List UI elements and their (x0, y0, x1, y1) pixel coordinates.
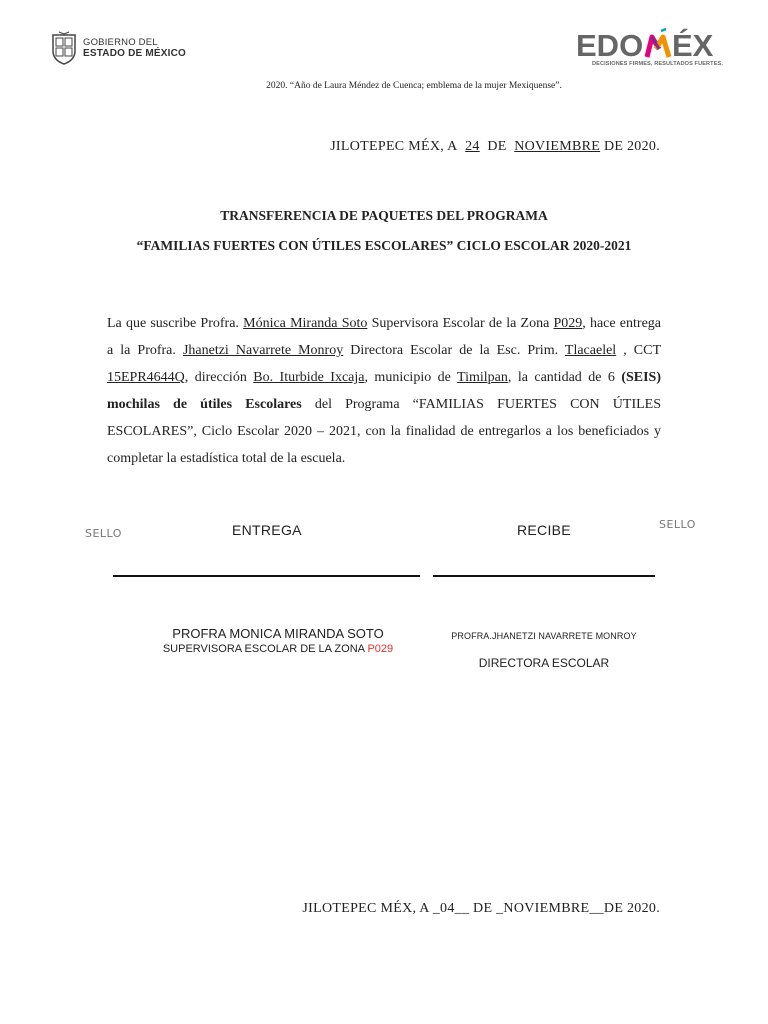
date-top-day: 24 (465, 139, 480, 154)
svg-text:ÉX: ÉX (672, 28, 714, 62)
date-top-prefix: JILOTEPEC MÉX, A (330, 139, 458, 154)
gov-logo-line2: ESTADO DE MÉXICO (83, 48, 187, 59)
document-title-line1: TRANSFERENCIA DE PAQUETES DEL PROGRAMA (220, 208, 548, 223)
body-text-7: , municipio de (364, 370, 458, 385)
entrega-zone: P029 (367, 643, 394, 655)
recibe-role: DIRECTORA ESCOLAR (478, 656, 610, 670)
date-top-suffix: DE 2020. (603, 139, 660, 154)
supervisor-name: Mónica Miranda Soto (243, 316, 368, 331)
municipality: Timilpan (457, 370, 508, 385)
year-legend: 2020. “Año de Laura Méndez de Cuenca; emblema de la mujer Mexiquense”. (266, 81, 562, 91)
svg-text:EDO: EDO (576, 28, 644, 62)
signature-line-entrega (113, 575, 420, 577)
school-address: Bo. Iturbide Ixcaja (253, 370, 365, 385)
entrega-label: ENTREGA (232, 522, 302, 538)
sello-right: SELLO (659, 518, 696, 531)
date-top (330, 139, 660, 155)
entrega-name: PROFRA MONICA MIRANDA SOTO (172, 626, 384, 641)
date-bottom: JILOTEPEC MÉX, A _04__ DE _NOVIEMBRE__DE 2020. (302, 901, 660, 916)
gov-logo-line1: GOBIERNO DEL (83, 37, 158, 48)
recibe-label: RECIBE (517, 522, 571, 538)
school-name: Tlacaelel (564, 343, 617, 358)
state-seal-icon (50, 31, 78, 65)
body-text-5: , CCT (616, 343, 662, 358)
zone-code: P029 (553, 316, 583, 331)
edomex-m-icon (647, 29, 669, 57)
cct-code: 15EPR4644Q (107, 370, 185, 385)
body-paragraph (107, 310, 661, 472)
recibe-name: PROFRA.JHANETZI NAVARRETE MONROY (451, 631, 637, 641)
date-top-month: NOVIEMBRE (514, 139, 601, 154)
entrega-role (108, 643, 448, 655)
gobierno-estado-mexico-logo (50, 31, 186, 65)
date-top-de: DE (487, 139, 507, 154)
signature-line-recibe (433, 575, 655, 577)
document-title-line2: “FAMILIAS FUERTES CON ÚTILES ESCOLARES” CICLO ESCOLAR 2020-2021 (136, 238, 632, 253)
edomex-wordmark-icon (576, 28, 736, 62)
body-text-4: Directora Escolar de la Esc. Prim. (343, 343, 565, 358)
entrega-role-text: SUPERVISORA ESCOLAR DE LA ZONA (162, 643, 368, 655)
quantity-bold: (SEIS) mochilas de útiles Escolares (107, 370, 661, 412)
edomex-logo (576, 28, 736, 70)
body-text-8: , la cantidad de 6 (507, 370, 622, 385)
sello-left: SELLO (85, 527, 122, 540)
body-text-2: Supervisora Escolar de la Zona (367, 316, 554, 331)
body-text-1: La que suscribe Profra. (107, 316, 244, 331)
body-text-6: , dirección (184, 370, 254, 385)
body-text-3: , hace entrega a la Profra. (107, 316, 662, 358)
body-text-9: del Programa “FAMILIAS FUERTES CON ÚTILES ESCOLARES”, Ciclo Escolar 2020 – 2021, con la finalidad de entregarlos a los beneficiados y completar la estadística total de la escuela. (107, 397, 661, 466)
director-name: Jhanetzi Navarrete Monroy (182, 343, 344, 358)
edomex-tagline: DECISIONES FIRMES, RESULTADOS FUERTES. (592, 61, 724, 67)
